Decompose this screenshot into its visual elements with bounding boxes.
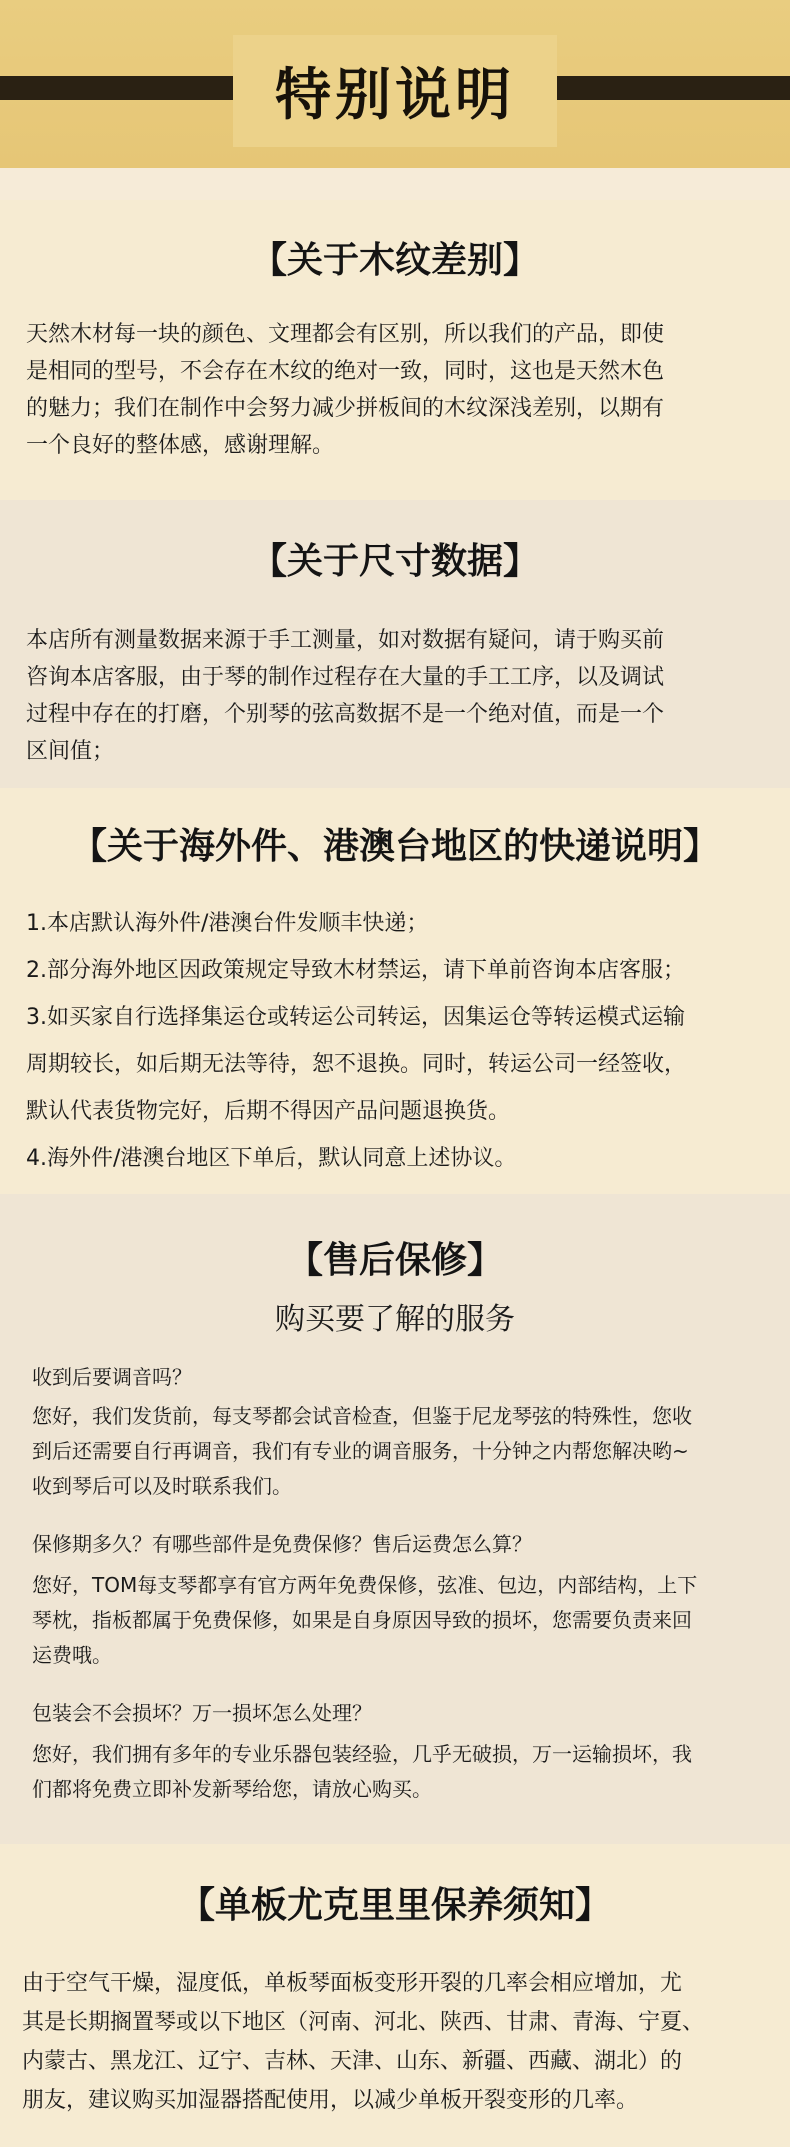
faq-answer-line: 们都将免费立即补发新琴给您，请放心购买。 [32, 1777, 432, 1801]
faq-answer-line: 您好，我们拥有多年的专业乐器包装经验，几乎无破损，万一运输损坏，我 [32, 1742, 692, 1766]
page-header [0, 0, 790, 168]
size-data-line: 过程中存在的打磨，个别琴的弦高数据不是一个绝对值，而是一个 [26, 702, 665, 727]
section-size-data [0, 500, 790, 788]
ukulele-care-line: 由于空气干燥，湿度低，单板琴面板变形开裂的几率会相应增加，尤 [22, 1971, 683, 1996]
ukulele-care-title: 【单板尤克里里保养须知】 [178, 1885, 611, 1926]
overseas-item: 周期较长，如后期无法等待，恕不退换。同时，转运公司一经签收， [26, 1052, 687, 1077]
ukulele-care-text [22, 1964, 790, 2120]
after-sales-title: 【售后保修】 [286, 1240, 503, 1281]
faq-answer-line: 到后还需要自行再调音，我们有专业的调音服务，十分钟之内帮您解决哟~ [32, 1439, 689, 1463]
faq-question: 收到后要调音吗？ [32, 1365, 192, 1389]
overseas-item: 3.如买家自行选择集运仓或转运公司转运，因集运仓等转运模式运输 [26, 1005, 685, 1030]
overseas-item: 4.海外件/港澳台地区下单后，默认同意上述协议。 [26, 1146, 517, 1171]
section-after-sales [0, 1194, 790, 1844]
ukulele-care-line: 朋友，建议购买加湿器搭配使用，以减少单板开裂变形的几率。 [22, 2088, 639, 2113]
overseas-title: 【关于海外件、港澳台地区的快递说明】 [70, 826, 719, 867]
section-wood-grain [0, 200, 790, 500]
faq-answer [32, 1399, 767, 1504]
section-overseas-shipping [0, 788, 790, 1194]
faq-answer [32, 1737, 767, 1807]
faq-answer-line: 您好，我们发货前，每支琴都会试音检查，但鉴于尼龙琴弦的特殊性，您收 [32, 1404, 692, 1428]
overseas-item: 2.部分海外地区因政策规定导致木材禁运，请下单前咨询本店客服； [26, 958, 685, 983]
size-data-line: 咨询本店客服，由于琴的制作过程存在大量的手工工序，以及调试 [26, 665, 665, 690]
section-ukulele-care [0, 1844, 790, 2147]
faq-question: 包装会不会损坏？万一损坏怎么处理？ [32, 1701, 372, 1725]
size-data-title: 【关于尺寸数据】 [250, 541, 539, 582]
after-sales-subtitle: 购买要了解的服务 [275, 1302, 515, 1337]
page-title: 特别说明 [275, 63, 515, 128]
faq-answer-line: 收到琴后可以及时联系我们。 [32, 1474, 292, 1498]
faq-answer-line: 琴枕，指板都属于免费保修，如果是自身原因导致的损坏，您需要负责来回 [32, 1608, 692, 1632]
ukulele-care-line: 其是长期搁置琴或以下地区（河南、河北、陕西、甘肃、青海、宁夏、 [22, 2010, 705, 2035]
ukulele-care-line: 内蒙古、黑龙江、辽宁、吉林、天津、山东、新疆、西藏、湖北）的 [22, 2049, 683, 2074]
overseas-item: 默认代表货物完好，后期不得因产品问题退换货。 [26, 1099, 511, 1124]
wood-grain-text [26, 316, 766, 464]
wood-grain-line: 一个良好的整体感，感谢理解。 [26, 433, 335, 458]
size-data-line: 区间值； [26, 739, 115, 764]
size-data-text [26, 622, 766, 770]
wood-grain-line: 的魅力；我们在制作中会努力减少拼板间的木纹深浅差别，以期有 [26, 396, 665, 421]
size-data-line: 本店所有测量数据来源于手工测量，如对数据有疑问，请于购买前 [26, 628, 665, 653]
faq-answer [32, 1568, 767, 1673]
wood-grain-line: 天然木材每一块的颜色、文理都会有区别，所以我们的产品，即使 [26, 322, 665, 347]
faq-answer-line: 运费哦。 [32, 1643, 112, 1667]
faq-answer-line: 您好，TOM每支琴都享有官方两年免费保修，弦准、包边，内部结构，上下 [32, 1573, 698, 1597]
faq-question: 保修期多久？有哪些部件是免费保修？售后运费怎么算？ [32, 1532, 532, 1556]
wood-grain-title: 【关于木纹差别】 [250, 240, 539, 281]
header-title-box [233, 35, 557, 147]
wood-grain-line: 是相同的型号，不会存在木纹的绝对一致，同时，这也是天然木色 [26, 359, 665, 384]
overseas-item: 1.本店默认海外件/港澳台件发顺丰快递； [26, 911, 429, 936]
